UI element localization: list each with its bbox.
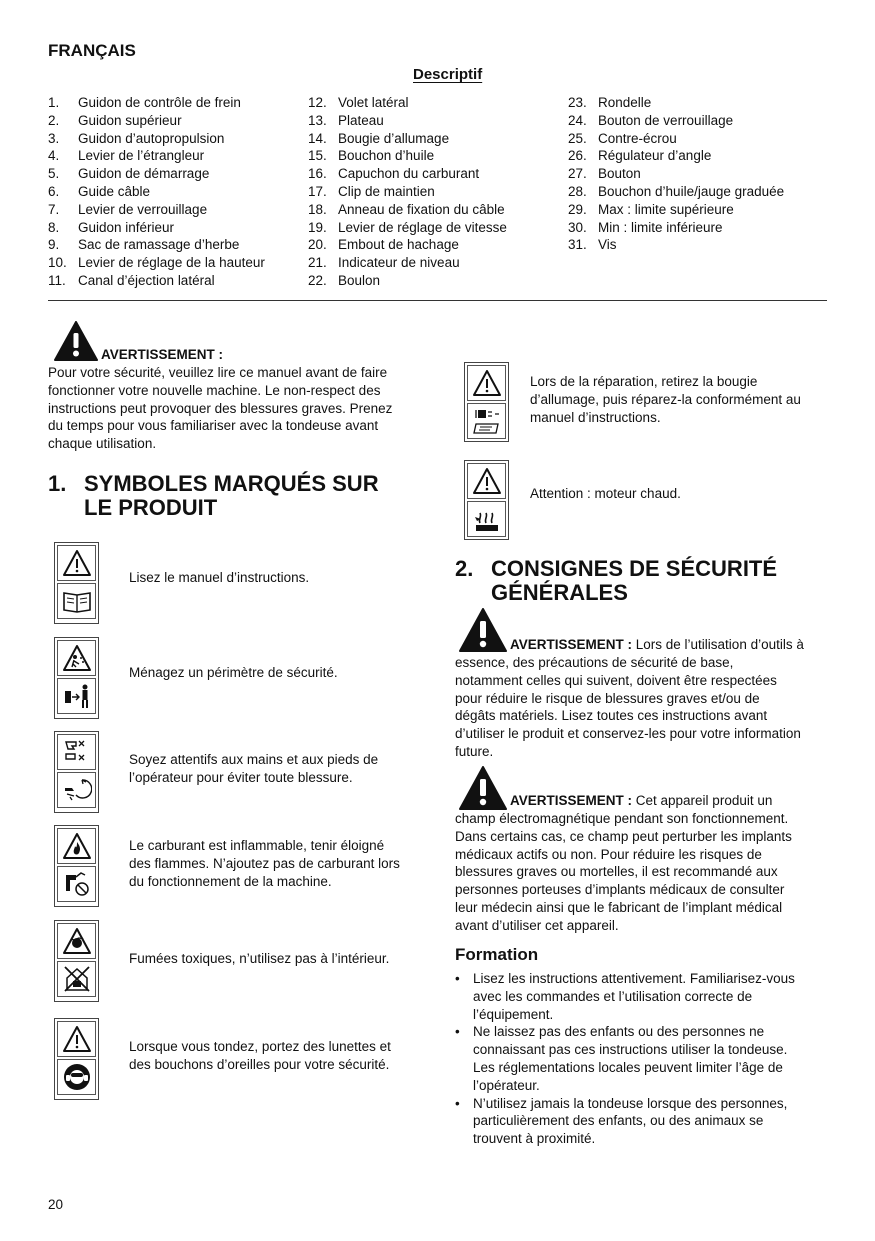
toxic-fumes-icon (62, 927, 92, 955)
flame-warning-icon (62, 832, 92, 860)
warning-emc-intro: AVERTISSEMENT : Lors de l’utilisation d’outils à (510, 637, 804, 652)
list-item: 1. Guidon de contrôle de frein (48, 95, 241, 110)
language-heading: FRANÇAIS (48, 41, 136, 60)
warning-label: AVERTISSEMENT : (101, 347, 224, 362)
list-item: 12. Volet latéral (308, 95, 409, 110)
list-item: 5. Guidon de démarrage (48, 166, 210, 182)
formation-heading: Formation (455, 945, 539, 964)
symbol-description: Lisez le manuel d’instructions. (129, 570, 310, 585)
symbol-description: Fumées toxiques, n’utilisez pas à l’intérieur. (129, 951, 390, 966)
symbol-description: Lors de la réparation, retirez la bougie d’allumage, puis réparez-la conformément au manuel d’instructions. (530, 374, 801, 425)
parts-list-col1 (48, 94, 265, 290)
list-item: • Ne laissez pas des enfants ou des personnes ne connaissant pas ces instructions utiliser la tondeuse. Les réglementations locales peuvent limiter l’âge de l’opérateur. (455, 1024, 788, 1093)
keep-distance-icon (62, 682, 92, 710)
list-item: 26. Régulateur d’angle (568, 148, 712, 164)
list-item: 14. Bougie d’allumage (308, 130, 450, 146)
list-item: 3. Guidon d’autopropulsion (48, 130, 225, 146)
list-item: 17. Clip de maintien (308, 183, 435, 199)
list-item: 25. Contre-écrou (568, 130, 677, 146)
parts-list-col3 (568, 94, 784, 254)
symbol-description: Ménagez un périmètre de sécurité. (129, 665, 338, 680)
list-item: 21. Indicateur de niveau (308, 255, 460, 271)
list-item: 19. Levier de réglage de vitesse (308, 219, 507, 235)
list-item: 2. Guidon supérieur (48, 112, 182, 128)
spark-plug-icon (472, 407, 502, 421)
section-2-title: 2. CONSIGNES DE SÉCURITÉ GÉNÉRALES (455, 556, 778, 605)
hot-surface-icon (472, 505, 502, 533)
flying-debris-warning-icon (62, 644, 92, 672)
warning-triangle-icon (54, 321, 98, 361)
list-item: 16. Capuchon du carburant (308, 166, 480, 182)
parts-list-col2 (308, 94, 507, 290)
list-item: 6. Guide câble (48, 183, 151, 199)
ear-eye-protection-icon (62, 1062, 92, 1092)
list-item: • Lisez les instructions attentivement. Familiarisez-vous avec les commandes et l’utilisation correcte de l’équipement. (455, 971, 795, 1022)
symbol-description: Soyez attentifs aux mains et aux pieds de l’opérateur pour éviter toute blessure. (129, 752, 379, 785)
list-item: 31. Vis (568, 237, 617, 253)
section-1-title: 1. SYMBOLES MARQUÉS SUR LE PRODUIT (48, 471, 379, 520)
warning-triangle-icon (459, 608, 507, 652)
warning-triangle-icon (62, 549, 92, 577)
list-item: 27. Bouton (568, 166, 641, 182)
rotating-blade-icon (62, 775, 92, 805)
list-item: 7. Levier de verrouillage (48, 201, 208, 217)
list-item: 30. Min : limite inférieure (568, 219, 723, 235)
list-item: 20. Embout de hachage (308, 237, 459, 253)
section-divider (48, 300, 827, 301)
list-item: 24. Bouton de verrouillage (568, 112, 734, 128)
page-number: 20 (48, 1197, 64, 1212)
list-item: 15. Bouchon d’huile (308, 148, 435, 164)
list-item: 9. Sac de ramassage d’herbe (48, 237, 240, 253)
symbol-description: Lorsque vous tondez, portez des lunettes et des bouchons d’oreilles pour votre sécurité. (129, 1039, 391, 1072)
warning-emf-intro: AVERTISSEMENT : Cet appareil produit un (510, 793, 773, 808)
list-item: 10. Levier de réglage de la hauteur (48, 255, 265, 271)
book-icon (62, 589, 92, 613)
list-item: 23. Rondelle (568, 95, 652, 110)
list-item: 22. Boulon (308, 272, 381, 288)
list-item: 8. Guidon inférieur (48, 219, 175, 235)
warning-text: champ électromagnétique pendant son fonctionnement. Dans certains cas, ce champ peut perturber les implants médicaux actifs ou non. Pour réduire les risques de blessures graves ou mortelles, il est recommandé aux personnes porteuses d’implants médicaux de consulter leur médecin ainsi que le fabricant de l’implant médical avant d’utiliser cet appareil. (455, 811, 792, 933)
descriptif-title: Descriptif (413, 66, 483, 83)
warning-text: essence, des précautions de sécurité de base, notamment celles qui suivent, doivent être respectées pour réduire le risque de blessures graves et/ou de dégâts matériels. Lisez toutes ces instructions avant d’utiliser le produit et conservez-les pour votre information future. (455, 655, 801, 759)
list-item: 11. Canal d’éjection latéral (48, 272, 215, 288)
list-item: • N’utilisez jamais la tondeuse lorsque des personnes, particulièrement des enfants, ou des animaux se trouvent à proximité. (455, 1095, 788, 1147)
list-item: 29. Max : limite supérieure (568, 201, 734, 217)
warning-triangle-icon (472, 369, 502, 397)
list-item: 13. Plateau (308, 112, 384, 128)
list-item: 28. Bouchon d’huile/jauge graduée (568, 183, 785, 199)
no-indoor-icon (62, 964, 92, 994)
list-item: 18. Anneau de fixation du câble (308, 201, 505, 217)
hand-foot-icon (62, 737, 92, 767)
fuel-pump-icon (62, 869, 92, 899)
symbol-description: Le carburant est inflammable, tenir éloigné des flammes. N’ajoutez pas de carburant lors du fonctionnement de la machine. (129, 838, 400, 889)
warning-text: Pour votre sécurité, veuillez lire ce manuel avant de faire fonctionner votre nouvelle machine. Le non-respect des instructions peut provoquer des blessures graves. Prenez du temps pour vous familiariser avec la tondeuse avant chaque utilisation. (48, 365, 393, 452)
warning-triangle-icon (62, 1025, 92, 1053)
warning-triangle-icon (472, 467, 502, 495)
manual-icon (472, 421, 502, 435)
symbol-description: Attention : moteur chaud. (530, 486, 681, 501)
formation-list (455, 970, 835, 1148)
list-item: 4. Levier de l’étrangleur (48, 148, 205, 164)
warning-triangle-icon (459, 766, 507, 810)
